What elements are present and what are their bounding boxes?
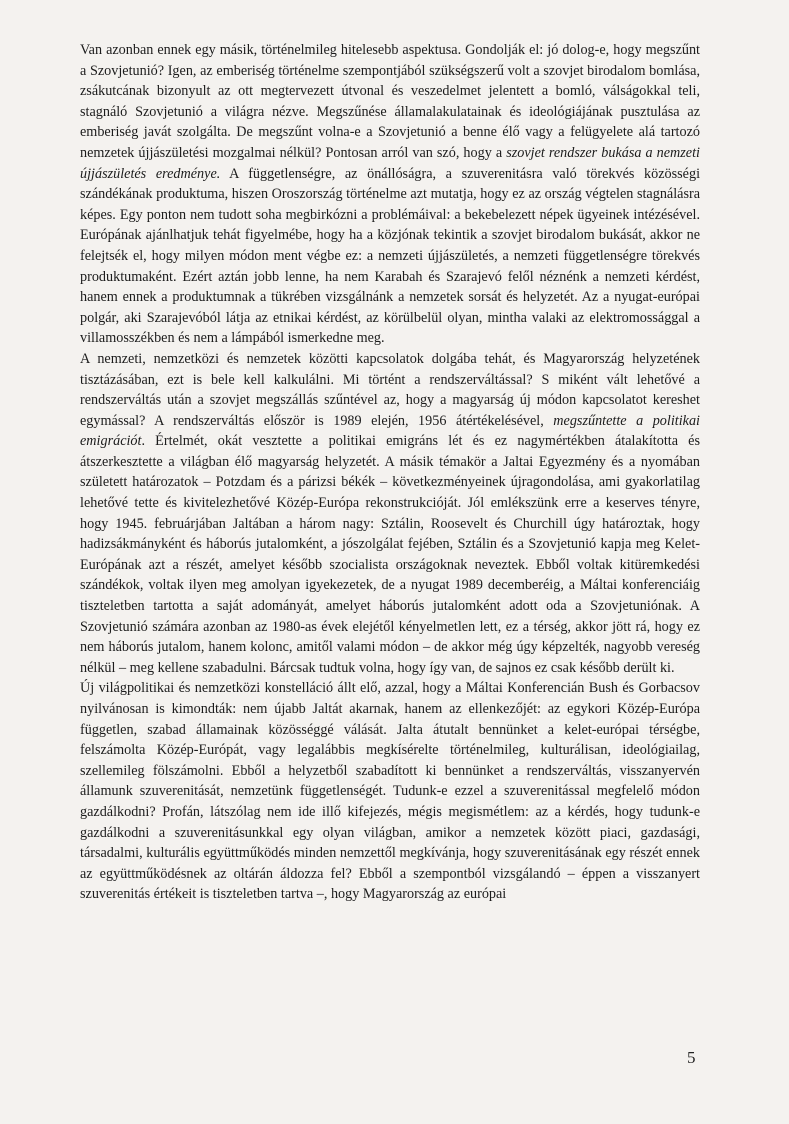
document-page (80, 40, 700, 905)
page-number: 5 (687, 1048, 696, 1067)
paragraph-2 (80, 349, 700, 679)
paragraph-3 (80, 678, 700, 905)
paragraph-2-italic-phrase: megszűntette a politikai emigrációt (80, 412, 700, 450)
paragraph-1-text-2: A függetlenségre, az önállóságra, a szuverenitásra való törekvés közösségi szándékának produktuma, hiszen Oroszország történelme azt mutatja, hogy ez az ország végtelen stagnálásra képes. Egy ponton nem tudott soha megbirkózni a problémáival: a bekebelezett népek ügyeinek intézésével. Európának ajánlhatjuk tehát figyelmébe, hogy ha a közjónak tekintik a szovjet birodalom bukását, akkor ne felejtsék el, hogy milyen módon ment végbe ez: a nemzeti újjászületés, a nemzeti függetlenségre törekvés produktumaként. Ezért aztán jobb lenne, ha nem Karabah és Szarajevó felől néznénk a nemzeti kérdést, hanem ennek a produktumnak a tükrében vizsgálnánk a nemzetek sorsát és helyzetét. Az a nyugat-európai polgár, aki Szarajevóból látja az etnikai kérdést, az körülbelül olyan, mintha valaki az elektromossággal a villamosszékben és nem a lámpából ismerkedne meg. (80, 165, 701, 347)
paragraph-2-text-1: A nemzeti, nemzetközi és nemzetek közötti kapcsolatok dolgába tehát, és Magyarország helyzetének tisztázásában, ezt is bele kell kalkulálni. Mi történt a rendszerváltással? S miként vált lehetővé a rendszerváltás után a szovjet megszállás szűntével az, hogy a magyarság új módon kapcsolatot kereshet egymással? A rendszerváltás először is 1989 elején, 1956 átértékelésével, (80, 350, 700, 429)
paragraph-2-text-2: . Értelmét, okát vesztette a politikai emigráns lét és ez nagymértékben átalakította és átszerkesztette a világban élő magyarság helyzetét. A másik témakör a Jaltai Egyezmény és a nyomában született határozatok – Potzdam és a párizsi békék – következményeinek újragondolása, ami gyakorlatilag lehetővé tette és kivitelezhetővé Közép-Európa rekonstrukcióját. Jól emlékszünk erre a keserves tényre, hogy 1945. februárjában Jaltában a három nagy: Sztálin, Roosevelt és Churchill úgy határoztak, hogy hadizsákmányként és háborús jutalomként, a jószolgálat fejében, Sztálin és a Szovjetunió kapja meg Kelet-Európának azt a részét, amelyet később szocialista országoknak neveztek. Ebből voltak kitüremkedési szándékok, voltak ilyen meg amolyan igyekezetek, de a nyugat 1989 decemberéig, a Máltai konferenciáig tiszteletben tartotta a saját adományát, amelyet háborús jutalomként adott oda a Szovjetuniónak. A Szovjetunió számára azonban az 1980-as évek elejétől kényelmetlen lett, ez a térség, akkor jött rá, hogy ez nem háborús jutalom, hanem kolonc, amitől valami módon – de akkor még úgy képzelték, nagyobb vereség nélkül – meg kellene szabadulni. Bárcsak tudtuk volna, hogy így van, de sajnos ez csak később derült ki. (80, 433, 700, 676)
paragraph-1 (80, 40, 700, 349)
paragraph-1-italic-phrase: szovjet rendszer bukása a nemzeti újjászületés eredménye. (80, 144, 700, 182)
paragraph-1-text-1: Van azonban ennek egy másik, történelmileg hitelesebb aspektusa. Gondolják el: jó dolog-e, hogy megszűnt a Szovjetunió? Igen, az emberiség történelme szempontjából szükségszerű volt a szovjet birodalom bomlása, zsákutcának bizonyult az ott megtervezett útvonal és veszedelmet jelentett a bomló, válságokkal teli, stagnáló Szovjetunió a világra nézve. Megszűnése államalakulatainak és ideológiájának pusztulása az emberiség javát szolgálta. De megszűnt volna-e a Szovjetunió a benne élő vagy a felügyelete alá tartozó nemzetek újjászületési mozgalmai nélkül? Pontosan arról van szó, hogy a (80, 42, 700, 161)
paragraph-3-text-1: Új világpolitikai és nemzetközi konstelláció állt elő, azzal, hogy a Máltai Konferencián Bush és Gorbacsov nyilvánosan is kimondták: nem újabb Jaltát akarnak, hanem az ellenkezőjét: az egykori Közép-Európa független, szabad államainak közösséggé válását. Jalta átutalt bennünket a kelet-európai térségbe, felszámolta Közép-Európát, vagy legalábbis megkísérelte történelmileg, kulturálisan, ideológiailag, szellemileg fölszámolni. Ebből a helyzetből szabadított ki bennünket a rendszerváltás, visszanyervén államunk szuverenitását, nemzetünk függetlenségét. Tudunk-e ezzel a szuverenitással megfelelő módon gazdálkodni? Profán, látszólag nem ide illő kifejezés, mégis megismétlem: az a kérdés, hogy tudunk-e gazdálkodni a szuverenitásunkkal egy olyan világban, amikor a nemzetek között piaci, gazdasági, társadalmi, kulturális együttműködés minden nemzettől megkívánja, hogy szuverenitásának egy részét ennek az együttműködésnek az oltárán áldozza fel? Ebből a szempontból vizsgálandó – éppen a visszanyert szuverenitás értékeit is tiszteletben tartva –, hogy Magyarország az európai (80, 680, 700, 903)
